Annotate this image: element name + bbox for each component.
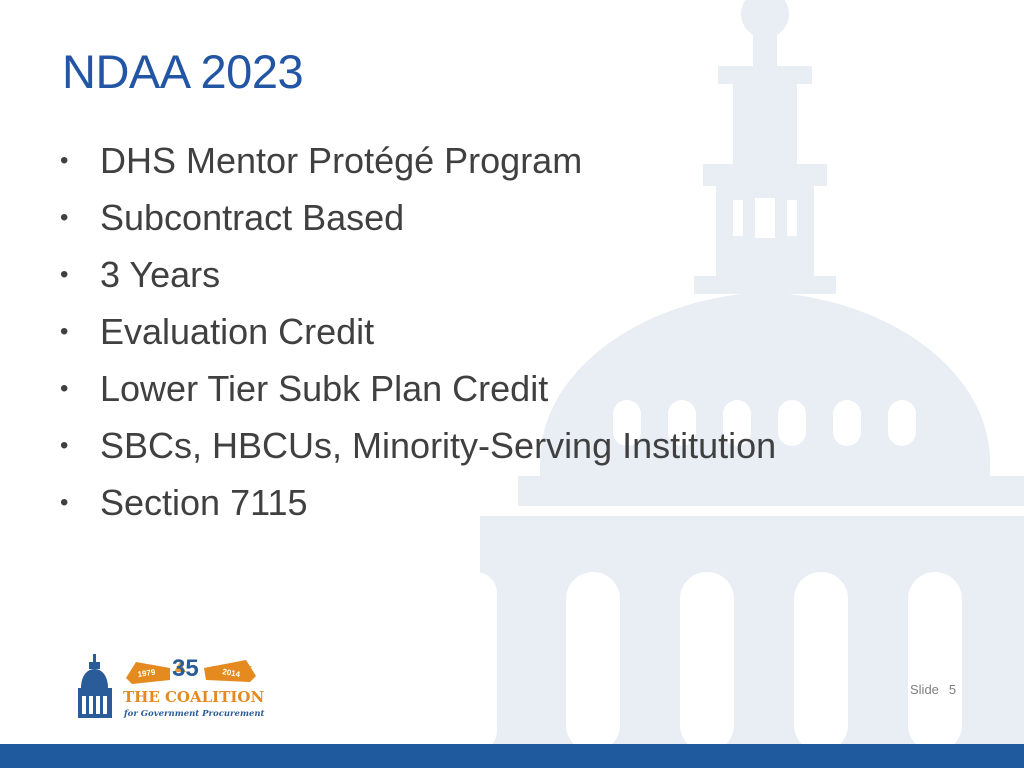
list-item: • Evaluation Credit: [60, 303, 776, 360]
bullet-icon: •: [60, 318, 69, 345]
bullet-icon: •: [60, 147, 69, 174]
list-item: • Section 7115: [60, 474, 776, 531]
bullet-icon: •: [60, 432, 69, 459]
bottom-bar: [0, 744, 1024, 768]
list-item: • 3 Years: [60, 246, 776, 303]
list-item: • DHS Mentor Protégé Program: [60, 132, 776, 189]
slide-title: NDAA 2023: [62, 45, 304, 98]
bullet-icon: •: [60, 375, 69, 402]
logo-anniversary-number: 35: [172, 655, 199, 682]
bullet-icon: •: [60, 261, 69, 288]
bullet-icon: •: [60, 489, 69, 516]
slide-number: [910, 682, 956, 697]
list-item: • Subcontract Based: [60, 189, 776, 246]
logo-year-start: 1979: [137, 667, 156, 679]
logo-name: THE COALITION: [123, 688, 265, 706]
coalition-logo: [76, 652, 266, 722]
slide-number-label: Slide: [910, 682, 939, 697]
bullet-icon: •: [60, 204, 69, 231]
logo-year-end: 2014: [221, 667, 241, 680]
slide-number-value: 5: [948, 682, 957, 697]
logo-tagline: for Government Procurement: [124, 709, 265, 719]
list-item: • Lower Tier Subk Plan Credit: [60, 360, 776, 417]
bullet-list: [60, 132, 776, 531]
list-item: • SBCs, HBCUs, Minority-Serving Institution: [60, 417, 776, 474]
